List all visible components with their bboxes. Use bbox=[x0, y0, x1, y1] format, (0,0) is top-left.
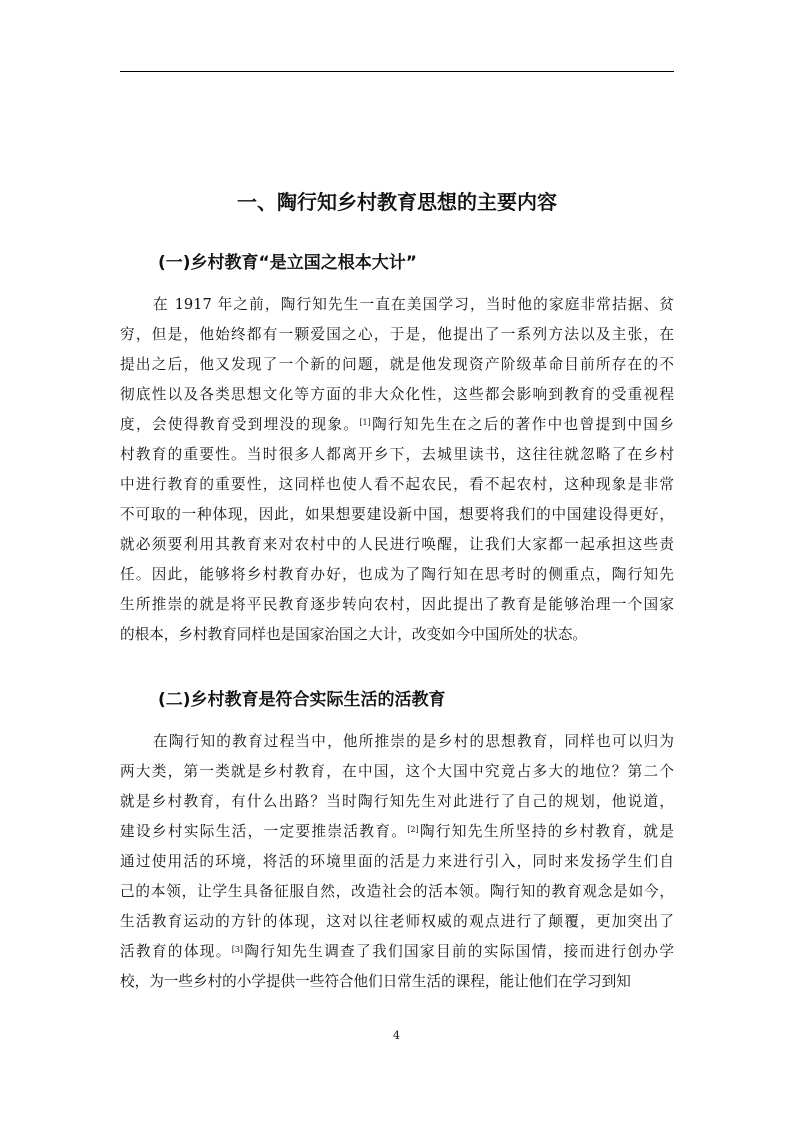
line-text: 在陶行知的教育过程当中，他所推崇的是乡村的思想教育，同样也可以归为 bbox=[153, 733, 674, 750]
text-line bbox=[120, 847, 674, 877]
line-text: 生活教育运动的方针的体现，这对以往老师权威的观点进行了颠覆，更加突出了 bbox=[120, 913, 674, 930]
header-rule bbox=[120, 71, 674, 72]
text-line bbox=[120, 727, 674, 757]
line-text: 通过使用活的环境，将活的环境里面的活是力来进行引入，同时来发扬学生们自 bbox=[120, 853, 674, 870]
line-text: 村教育的重要性。当时很多人都离开乡下，去城里读书，这往往就忽略了在乡村 bbox=[120, 446, 674, 463]
text-line bbox=[120, 877, 674, 907]
line-text: 提出之后，他又发现了一个新的问题，就是他发现资产阶级革命目前所存在的不 bbox=[120, 356, 674, 373]
text-line bbox=[120, 530, 674, 560]
line-text: 度，会使得教育受到埋没的现象。 bbox=[120, 416, 360, 433]
line-text: 在 1917 年之前，陶行知先生一直在美国学习，当时他的家庭非常拮据、贫 bbox=[153, 296, 674, 313]
text-line bbox=[120, 320, 674, 350]
line-text: 不可取的一种体现，因此，如果想要建设新中国，想要将我们的中国建设得更好， bbox=[120, 506, 674, 523]
line-text-continued: 陶行知先生在之后的著作中也曾提到中国乡 bbox=[370, 416, 674, 433]
line-text: 就必须要利用其教育来对农村中的人民进行唤醒，让我们大家都一起承担这些责 bbox=[120, 536, 674, 553]
text-line bbox=[120, 350, 674, 380]
section-2-paragraph bbox=[120, 727, 674, 997]
line-text: 任。因此，能够将乡村教育办好，也成为了陶行知在思考时的侧重点，陶行知先 bbox=[120, 566, 674, 583]
text-line bbox=[120, 937, 674, 967]
text-line bbox=[120, 290, 674, 320]
line-text-continued: 陶行知先生所坚持的乡村教育，就是 bbox=[418, 823, 674, 840]
text-line bbox=[120, 590, 674, 620]
text-line bbox=[120, 620, 674, 650]
text-line bbox=[120, 470, 674, 500]
line-text: 穷，但是，他始终都有一颗爱国之心，于是，他提出了一系列方法以及主张，在 bbox=[120, 326, 674, 343]
section-1-paragraph bbox=[120, 290, 674, 650]
chapter-title: 一、陶行知乡村教育思想的主要内容 bbox=[237, 190, 557, 214]
text-line bbox=[120, 410, 674, 440]
text-line bbox=[120, 757, 674, 787]
line-text: 校，为一些乡村的小学提供一些符合他们日常生活的课程，能让他们在学习到知 bbox=[120, 973, 631, 990]
line-text-continued: 陶行知先生调查了我们国家目前的实际国情，接而进行创办学 bbox=[243, 943, 674, 960]
line-text: 活教育的体现。 bbox=[120, 943, 232, 960]
section-heading-2: (二)乡村教育是符合实际生活的活教育 bbox=[158, 690, 446, 710]
citation-ref: [2] bbox=[407, 825, 419, 834]
citation-ref: [1] bbox=[359, 418, 371, 427]
line-text: 建设乡村实际生活，一定要推崇活教育。 bbox=[120, 823, 408, 840]
text-line bbox=[120, 500, 674, 530]
text-line bbox=[120, 907, 674, 937]
line-text: 中进行教育的重要性，这同样也使人看不起农民，看不起农村，这种现象是非常 bbox=[120, 476, 674, 493]
line-text: 的根本，乡村教育同样也是国家治国之大计，改变如今中国所处的状态。 bbox=[120, 626, 588, 643]
line-text: 生所推崇的就是将平民教育逐步转向农村，因此提出了教育是能够治理一个国家 bbox=[120, 596, 674, 613]
text-line bbox=[120, 817, 674, 847]
text-line bbox=[120, 967, 674, 997]
line-text: 就是乡村教育，有什么出路？当时陶行知先生对此进行了自己的规划，他说道， bbox=[120, 793, 674, 810]
text-line bbox=[120, 440, 674, 470]
line-text: 己的本领，让学生具备征服自然，改造社会的活本领。陶行知的教育观念是如今， bbox=[120, 883, 674, 900]
line-text: 彻底性以及各类思想文化等方面的非大众化性，这些都会影响到教育的受重视程 bbox=[120, 386, 674, 403]
text-line bbox=[120, 560, 674, 590]
text-line bbox=[120, 380, 674, 410]
line-text: 两大类，第一类就是乡村教育，在中国，这个大国中究竟占多大的地位？第二个 bbox=[120, 763, 674, 780]
section-heading-1: (一)乡村教育“是立国之根本大计” bbox=[158, 253, 417, 273]
text-line bbox=[120, 787, 674, 817]
page-number: 4 bbox=[393, 1029, 400, 1042]
citation-ref: [3] bbox=[231, 945, 244, 954]
